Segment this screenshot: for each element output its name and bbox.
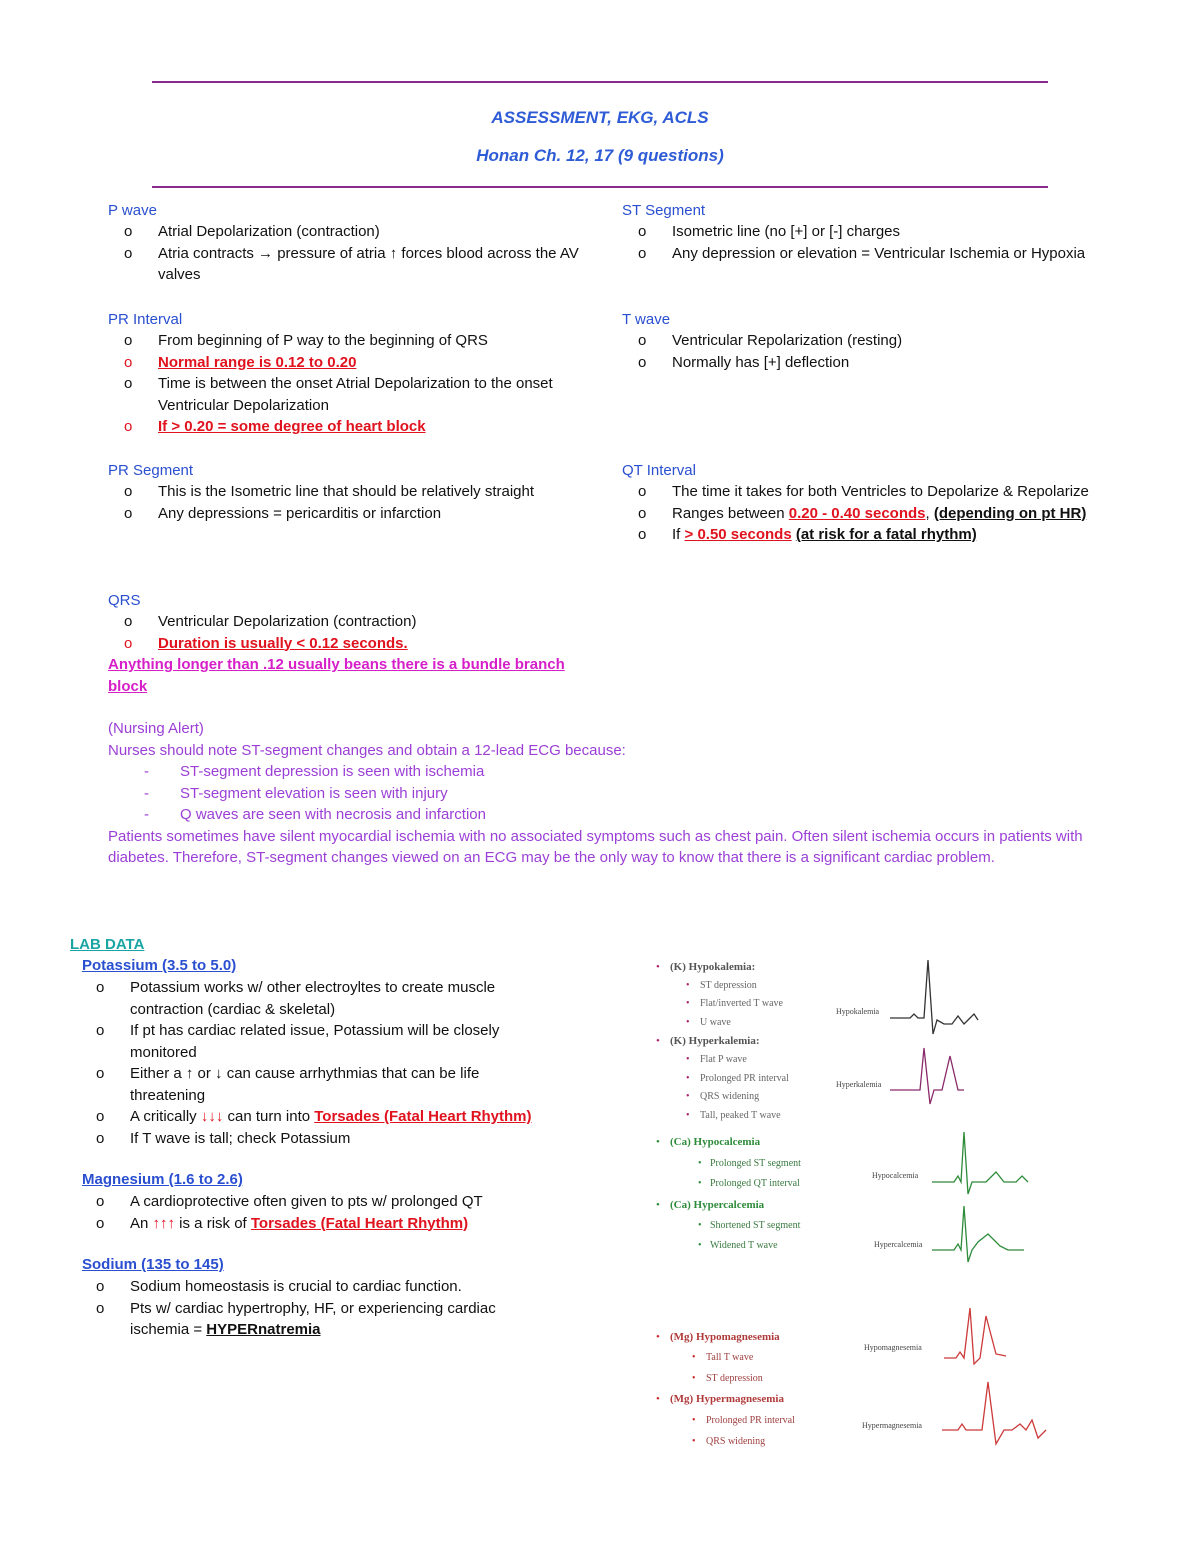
svg-text:•: • bbox=[656, 1331, 660, 1343]
list-item: o If > 0.50 seconds (at risk for a fatal rhythm) bbox=[638, 526, 977, 543]
svg-text:•: • bbox=[686, 1073, 690, 1084]
hyperkalemia-trace bbox=[890, 1048, 964, 1104]
lab-data-heading: LAB DATA bbox=[70, 936, 145, 953]
electrolyte-ecg-figure bbox=[648, 944, 1068, 1464]
qt-interval-section bbox=[622, 460, 1092, 546]
group-item: Widened T wave bbox=[710, 1240, 778, 1251]
pr-segment-heading: PR Segment bbox=[108, 462, 194, 479]
group-title: (Mg) Hypermagnesemia bbox=[670, 1393, 784, 1405]
trace-label: Hypermagnesemia bbox=[862, 1421, 922, 1430]
list-item: o A critically ↓↓↓ can turn into Torsades (Fatal Heart Rhythm) bbox=[96, 1108, 532, 1125]
group-item: Flat P wave bbox=[700, 1054, 747, 1065]
hypercalcemia-trace bbox=[932, 1206, 1024, 1262]
trace-label: Hypomagnesemia bbox=[864, 1343, 922, 1352]
svg-text:•: • bbox=[692, 1436, 696, 1447]
list-item: o A cardioprotective often given to pts w/ prolonged QT bbox=[96, 1193, 483, 1210]
group-item: Prolonged PR interval bbox=[706, 1415, 795, 1426]
page-subtitle: Honan Ch. 12, 17 (9 questions) bbox=[476, 146, 724, 165]
qrs-section bbox=[108, 590, 588, 698]
svg-text:•: • bbox=[692, 1415, 696, 1426]
nursing-alert-heading: (Nursing Alert) bbox=[108, 720, 204, 737]
group-item: ST depression bbox=[706, 1373, 763, 1384]
bottom-rule bbox=[152, 186, 1048, 188]
list-item: o Normally has [+] deflection bbox=[638, 353, 850, 371]
group-item: QRS widening bbox=[700, 1091, 760, 1102]
group-item: Shortened ST segment bbox=[710, 1220, 801, 1231]
st-segment-heading: ST Segment bbox=[622, 202, 706, 219]
list-item: o Normal range is 0.12 to 0.20 bbox=[124, 353, 357, 371]
list-item: o Any depressions = pericarditis or infarction bbox=[124, 504, 442, 522]
group-item: QRS widening bbox=[706, 1436, 766, 1447]
list-item: o Pts w/ cardiac hypertrophy, HF, or experiencing cardiac ischemia = HYPERnatremia bbox=[96, 1299, 496, 1338]
hypercalcemia-group bbox=[656, 1199, 1024, 1262]
list-item: o Atrial Depolarization (contraction) bbox=[124, 223, 380, 240]
svg-text:•: • bbox=[698, 1178, 702, 1189]
svg-text:•: • bbox=[692, 1373, 696, 1384]
group-item: U wave bbox=[700, 1017, 731, 1028]
qrs-heading: QRS bbox=[108, 592, 141, 609]
list-item: o Ranges between 0.20 - 0.40 seconds, (depending on pt HR) bbox=[638, 504, 1087, 522]
svg-text:•: • bbox=[656, 1393, 660, 1405]
list-item: o Ventricular Depolarization (contraction) bbox=[124, 613, 417, 630]
group-item: Flat/inverted T wave bbox=[700, 998, 783, 1009]
nursing-alert-section bbox=[108, 718, 1108, 869]
group-item: ST depression bbox=[700, 980, 757, 991]
p-wave-heading: P wave bbox=[108, 202, 157, 219]
pr-segment-section bbox=[108, 460, 600, 524]
svg-text:•: • bbox=[686, 1054, 690, 1065]
list-item: - Q waves are seen with necrosis and infarction bbox=[144, 806, 486, 823]
nursing-alert-intro: Nurses should note ST-segment changes and obtain a 12-lead ECG because: bbox=[108, 741, 626, 759]
pr-interval-section bbox=[108, 309, 600, 438]
list-item: - ST-segment elevation is seen with injury bbox=[144, 784, 448, 802]
st-segment-section bbox=[622, 200, 1132, 264]
hypermagnesemia-group bbox=[656, 1382, 1046, 1447]
bullet-dot: • bbox=[656, 961, 660, 973]
lab-data-section bbox=[70, 934, 550, 1341]
list-item: - ST-segment depression is seen with ischemia bbox=[144, 763, 485, 780]
trace-label: Hyperkalemia bbox=[836, 1080, 882, 1089]
group-title: (K) Hyperkalemia: bbox=[670, 1035, 760, 1047]
group-title: (Mg) Hypomagnesemia bbox=[670, 1331, 780, 1343]
hypocalcemia-group bbox=[656, 1132, 1028, 1194]
svg-text:•: • bbox=[686, 1110, 690, 1121]
nursing-alert-paragraph: Patients sometimes have silent myocardial ischemia with no associated symptoms such as chest pain. Often silent ischemia occurs in patients with diabetes. Therefore, ST-segment changes viewed on an ECG may be the only way to know that there is a significant cardiac problem. bbox=[108, 827, 1083, 866]
group-item: Prolonged QT interval bbox=[710, 1178, 800, 1189]
svg-text:•: • bbox=[698, 1240, 702, 1251]
group-item: Prolonged ST segment bbox=[710, 1158, 801, 1169]
trace-label: Hypocalcemia bbox=[872, 1171, 919, 1180]
list-item: o Any depression or elevation = Ventricular Ischemia or Hypoxia bbox=[638, 244, 1086, 262]
trace-label: Hypokalemia bbox=[836, 1007, 880, 1016]
list-item: o Ventricular Repolarization (resting) bbox=[638, 332, 903, 349]
svg-text:•: • bbox=[692, 1352, 696, 1363]
svg-text:•: • bbox=[686, 1017, 690, 1028]
t-wave-section bbox=[622, 309, 1122, 373]
hypokalemia-group bbox=[656, 960, 978, 1034]
list-item: o Time is between the onset Atrial Depolarization to the onset Ventricular Depolarization bbox=[124, 375, 553, 414]
group-title: (K) Hypokalemia: bbox=[670, 961, 756, 973]
svg-text:•: • bbox=[698, 1158, 702, 1169]
potassium-heading: Potassium (3.5 to 5.0) bbox=[82, 957, 237, 974]
svg-text:•: • bbox=[686, 998, 690, 1009]
trace-label: Hypercalcemia bbox=[874, 1240, 923, 1249]
list-item: o Atria contracts → pressure of atria ↑ forces blood across the AV valves bbox=[124, 244, 579, 283]
hypomagnesemia-group bbox=[656, 1308, 1006, 1384]
svg-text:•: • bbox=[698, 1220, 702, 1231]
t-wave-heading: T wave bbox=[622, 311, 671, 328]
hypocalcemia-trace bbox=[932, 1132, 1028, 1194]
list-item: o Either a ↑ or ↓ can cause arrhythmias that can be life threatening bbox=[96, 1065, 480, 1104]
page-title: ASSESSMENT, EKG, ACLS bbox=[491, 108, 709, 127]
list-item: o The time it takes for both Ventricles to Depolarize & Repolarize bbox=[638, 483, 1089, 500]
group-item: Prolonged PR interval bbox=[700, 1073, 789, 1084]
list-item: o Isometric line (no [+] or [-] charges bbox=[638, 223, 901, 240]
group-item: Tall, peaked T wave bbox=[700, 1110, 781, 1121]
pr-interval-heading: PR Interval bbox=[108, 311, 183, 328]
hypokalemia-trace bbox=[890, 960, 978, 1034]
group-item: Tall T wave bbox=[706, 1352, 754, 1363]
p-wave-section bbox=[108, 200, 600, 286]
sodium-heading: Sodium (135 to 145) bbox=[82, 1256, 224, 1273]
svg-text:•: • bbox=[656, 1199, 660, 1211]
list-item: o Potassium works w/ other electroyltes to create muscle contraction (cardiac & skeletal) bbox=[96, 979, 496, 1018]
list-item: o An ↑↑↑ is a risk of Torsades (Fatal Heart Rhythm) bbox=[96, 1214, 469, 1232]
list-item: o If T wave is tall; check Potassium bbox=[96, 1129, 351, 1147]
list-item: o If pt has cardiac related issue, Potassium will be closely monitored bbox=[96, 1022, 500, 1061]
svg-text:•: • bbox=[686, 980, 690, 991]
list-item: o Duration is usually < 0.12 seconds. bbox=[124, 634, 408, 652]
qt-interval-heading: QT Interval bbox=[622, 462, 696, 479]
svg-text:•: • bbox=[686, 1091, 690, 1102]
list-item: o If > 0.20 = some degree of heart block bbox=[124, 418, 426, 435]
hyperkalemia-group bbox=[656, 1035, 964, 1121]
hypermagnesemia-trace bbox=[942, 1382, 1046, 1444]
list-item: o This is the Isometric line that should be relatively straight bbox=[124, 483, 535, 500]
group-title: (Ca) Hypercalcemia bbox=[670, 1199, 765, 1211]
hypomagnesemia-trace bbox=[944, 1308, 1006, 1364]
up-arrows-icon: ↑↑↑ bbox=[152, 1214, 176, 1232]
list-item: o Sodium homeostasis is crucial to cardiac function. bbox=[96, 1278, 462, 1295]
list-item: o From beginning of P way to the beginning of QRS bbox=[124, 332, 488, 349]
bundle-branch-note: Anything longer than .12 usually beans there is a bundle branch block bbox=[108, 656, 565, 695]
group-title: (Ca) Hypocalcemia bbox=[670, 1136, 761, 1148]
down-arrows-icon: ↓↓↓ bbox=[200, 1108, 224, 1125]
svg-text:•: • bbox=[656, 1035, 660, 1047]
magnesium-heading: Magnesium (1.6 to 2.6) bbox=[82, 1171, 243, 1188]
top-rule bbox=[152, 81, 1048, 83]
svg-text:•: • bbox=[656, 1136, 660, 1148]
